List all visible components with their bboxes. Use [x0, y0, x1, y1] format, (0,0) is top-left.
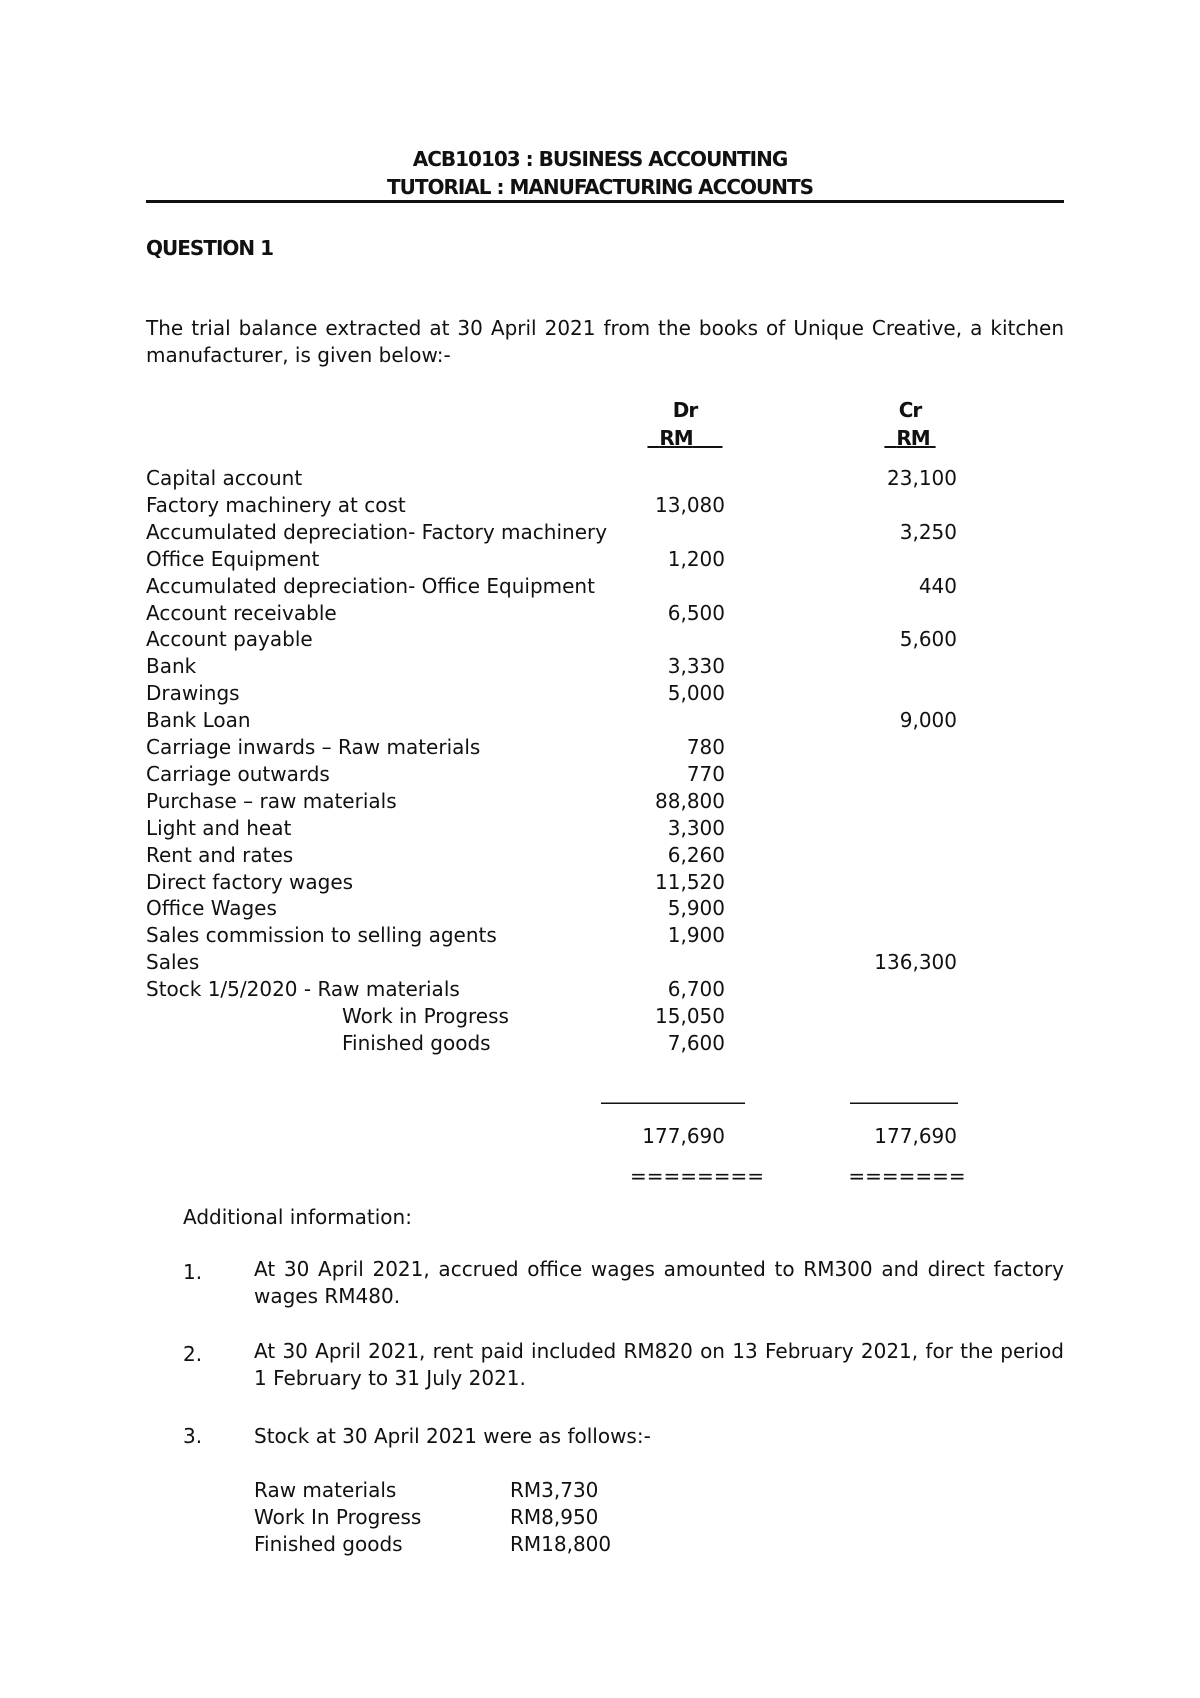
note-text: At 30 April 2021, rent paid included RM820 on 13 February 2021, for the period 1 February to 31 July 2021.: [254, 1339, 1064, 1390]
row-label: Rent and rates: [146, 843, 294, 867]
row-label: Accumulated depreciation- Factory machinery: [146, 520, 608, 544]
row-dr-amount: 6,700: [667, 977, 725, 1001]
row-label: Carriage outwards: [146, 762, 330, 786]
row-cr-amount: 9,000: [899, 708, 957, 732]
row-cr-amount: 440: [918, 574, 957, 598]
row-cr-amount: 23,100: [887, 466, 957, 490]
row-cr-amount: 5,600: [899, 627, 957, 651]
dr-currency-text: RM: [659, 426, 693, 450]
dr-double-rule: ========: [630, 1164, 765, 1188]
row-cr-amount: 136,300: [874, 950, 957, 974]
row-dr-amount: 88,800: [655, 789, 725, 813]
row-cr-amount: 3,250: [899, 520, 957, 544]
stock-value: RM18,800: [510, 1532, 612, 1556]
row-dr-amount: 1,900: [667, 923, 725, 947]
row-dr-amount: 1,200: [667, 547, 725, 571]
question-title: QUESTION 1: [146, 236, 274, 260]
note-number: 3.: [183, 1424, 203, 1448]
course-title: ACB10103 : BUSINESS ACCOUNTING: [412, 147, 788, 171]
row-label: Carriage inwards – Raw materials: [146, 735, 481, 759]
cr-currency-text: RM: [896, 426, 930, 450]
tutorial-title: TUTORIAL : MANUFACTURING ACCOUNTS: [386, 175, 814, 199]
header-divider: [146, 200, 1064, 203]
row-dr-amount: 15,050: [655, 1004, 725, 1028]
note-text: At 30 April 2021, accrued office wages amounted to RM300 and direct factory wages RM480.: [254, 1257, 1064, 1308]
row-label: Drawings: [146, 681, 240, 705]
cr-total-rule: ——————: [849, 1090, 957, 1114]
dr-currency-label: [640, 428, 730, 448]
stock-value: RM3,730: [510, 1478, 599, 1502]
row-dr-amount: 11,520: [655, 870, 725, 894]
cr-column-label: Cr: [898, 398, 922, 422]
row-label: Account receivable: [146, 601, 337, 625]
row-label: Purchase – raw materials: [146, 789, 397, 813]
row-label: Office Equipment: [146, 547, 320, 571]
row-label: Sales commission to selling agents: [146, 923, 497, 947]
row-label: Accumulated depreciation- Office Equipment: [146, 574, 595, 598]
row-dr-amount: 13,080: [655, 493, 725, 517]
row-label: Account payable: [146, 627, 313, 651]
cr-currency-label: [870, 428, 950, 448]
row-label: Bank: [146, 654, 197, 678]
row-dr-amount: 5,900: [667, 896, 725, 920]
note-number: 2.: [183, 1342, 203, 1366]
row-label: Finished goods: [342, 1031, 491, 1055]
row-label: Office Wages: [146, 896, 277, 920]
row-dr-amount: 3,330: [667, 654, 725, 678]
cr-double-rule: =======: [848, 1164, 966, 1188]
cr-total: 177,690: [874, 1124, 957, 1148]
stock-label: Finished goods: [254, 1532, 403, 1556]
dr-column-label: Dr: [672, 398, 698, 422]
row-label: Direct factory wages: [146, 870, 354, 894]
stock-label: Raw materials: [254, 1478, 397, 1502]
row-label: Work in Progress: [342, 1004, 509, 1028]
row-dr-amount: 5,000: [667, 681, 725, 705]
row-label: Sales: [146, 950, 200, 974]
note-number: 1.: [183, 1260, 203, 1284]
additional-info-title: Additional information:: [183, 1205, 412, 1229]
row-dr-amount: 780: [686, 735, 725, 759]
stock-label: Work In Progress: [254, 1505, 422, 1529]
row-dr-amount: 3,300: [667, 816, 725, 840]
row-dr-amount: 770: [686, 762, 725, 786]
row-dr-amount: 7,600: [667, 1031, 725, 1055]
row-dr-amount: 6,500: [667, 601, 725, 625]
dr-total: 177,690: [642, 1124, 725, 1148]
row-label: Light and heat: [146, 816, 292, 840]
row-dr-amount: 6,260: [667, 843, 725, 867]
row-label: Factory machinery at cost: [146, 493, 406, 517]
row-label: Capital account: [146, 466, 303, 490]
stock-value: RM8,950: [510, 1505, 599, 1529]
question-intro: The trial balance extracted at 30 April 2021 from the books of Unique Creative, a kitchen manufacturer, is given below:-: [146, 316, 1064, 367]
dr-total-rule: ————————: [600, 1090, 744, 1114]
row-label: Stock 1/5/2020 - Raw materials: [146, 977, 460, 1001]
note-text: Stock at 30 April 2021 were as follows:-: [254, 1424, 651, 1448]
row-label: Bank Loan: [146, 708, 251, 732]
